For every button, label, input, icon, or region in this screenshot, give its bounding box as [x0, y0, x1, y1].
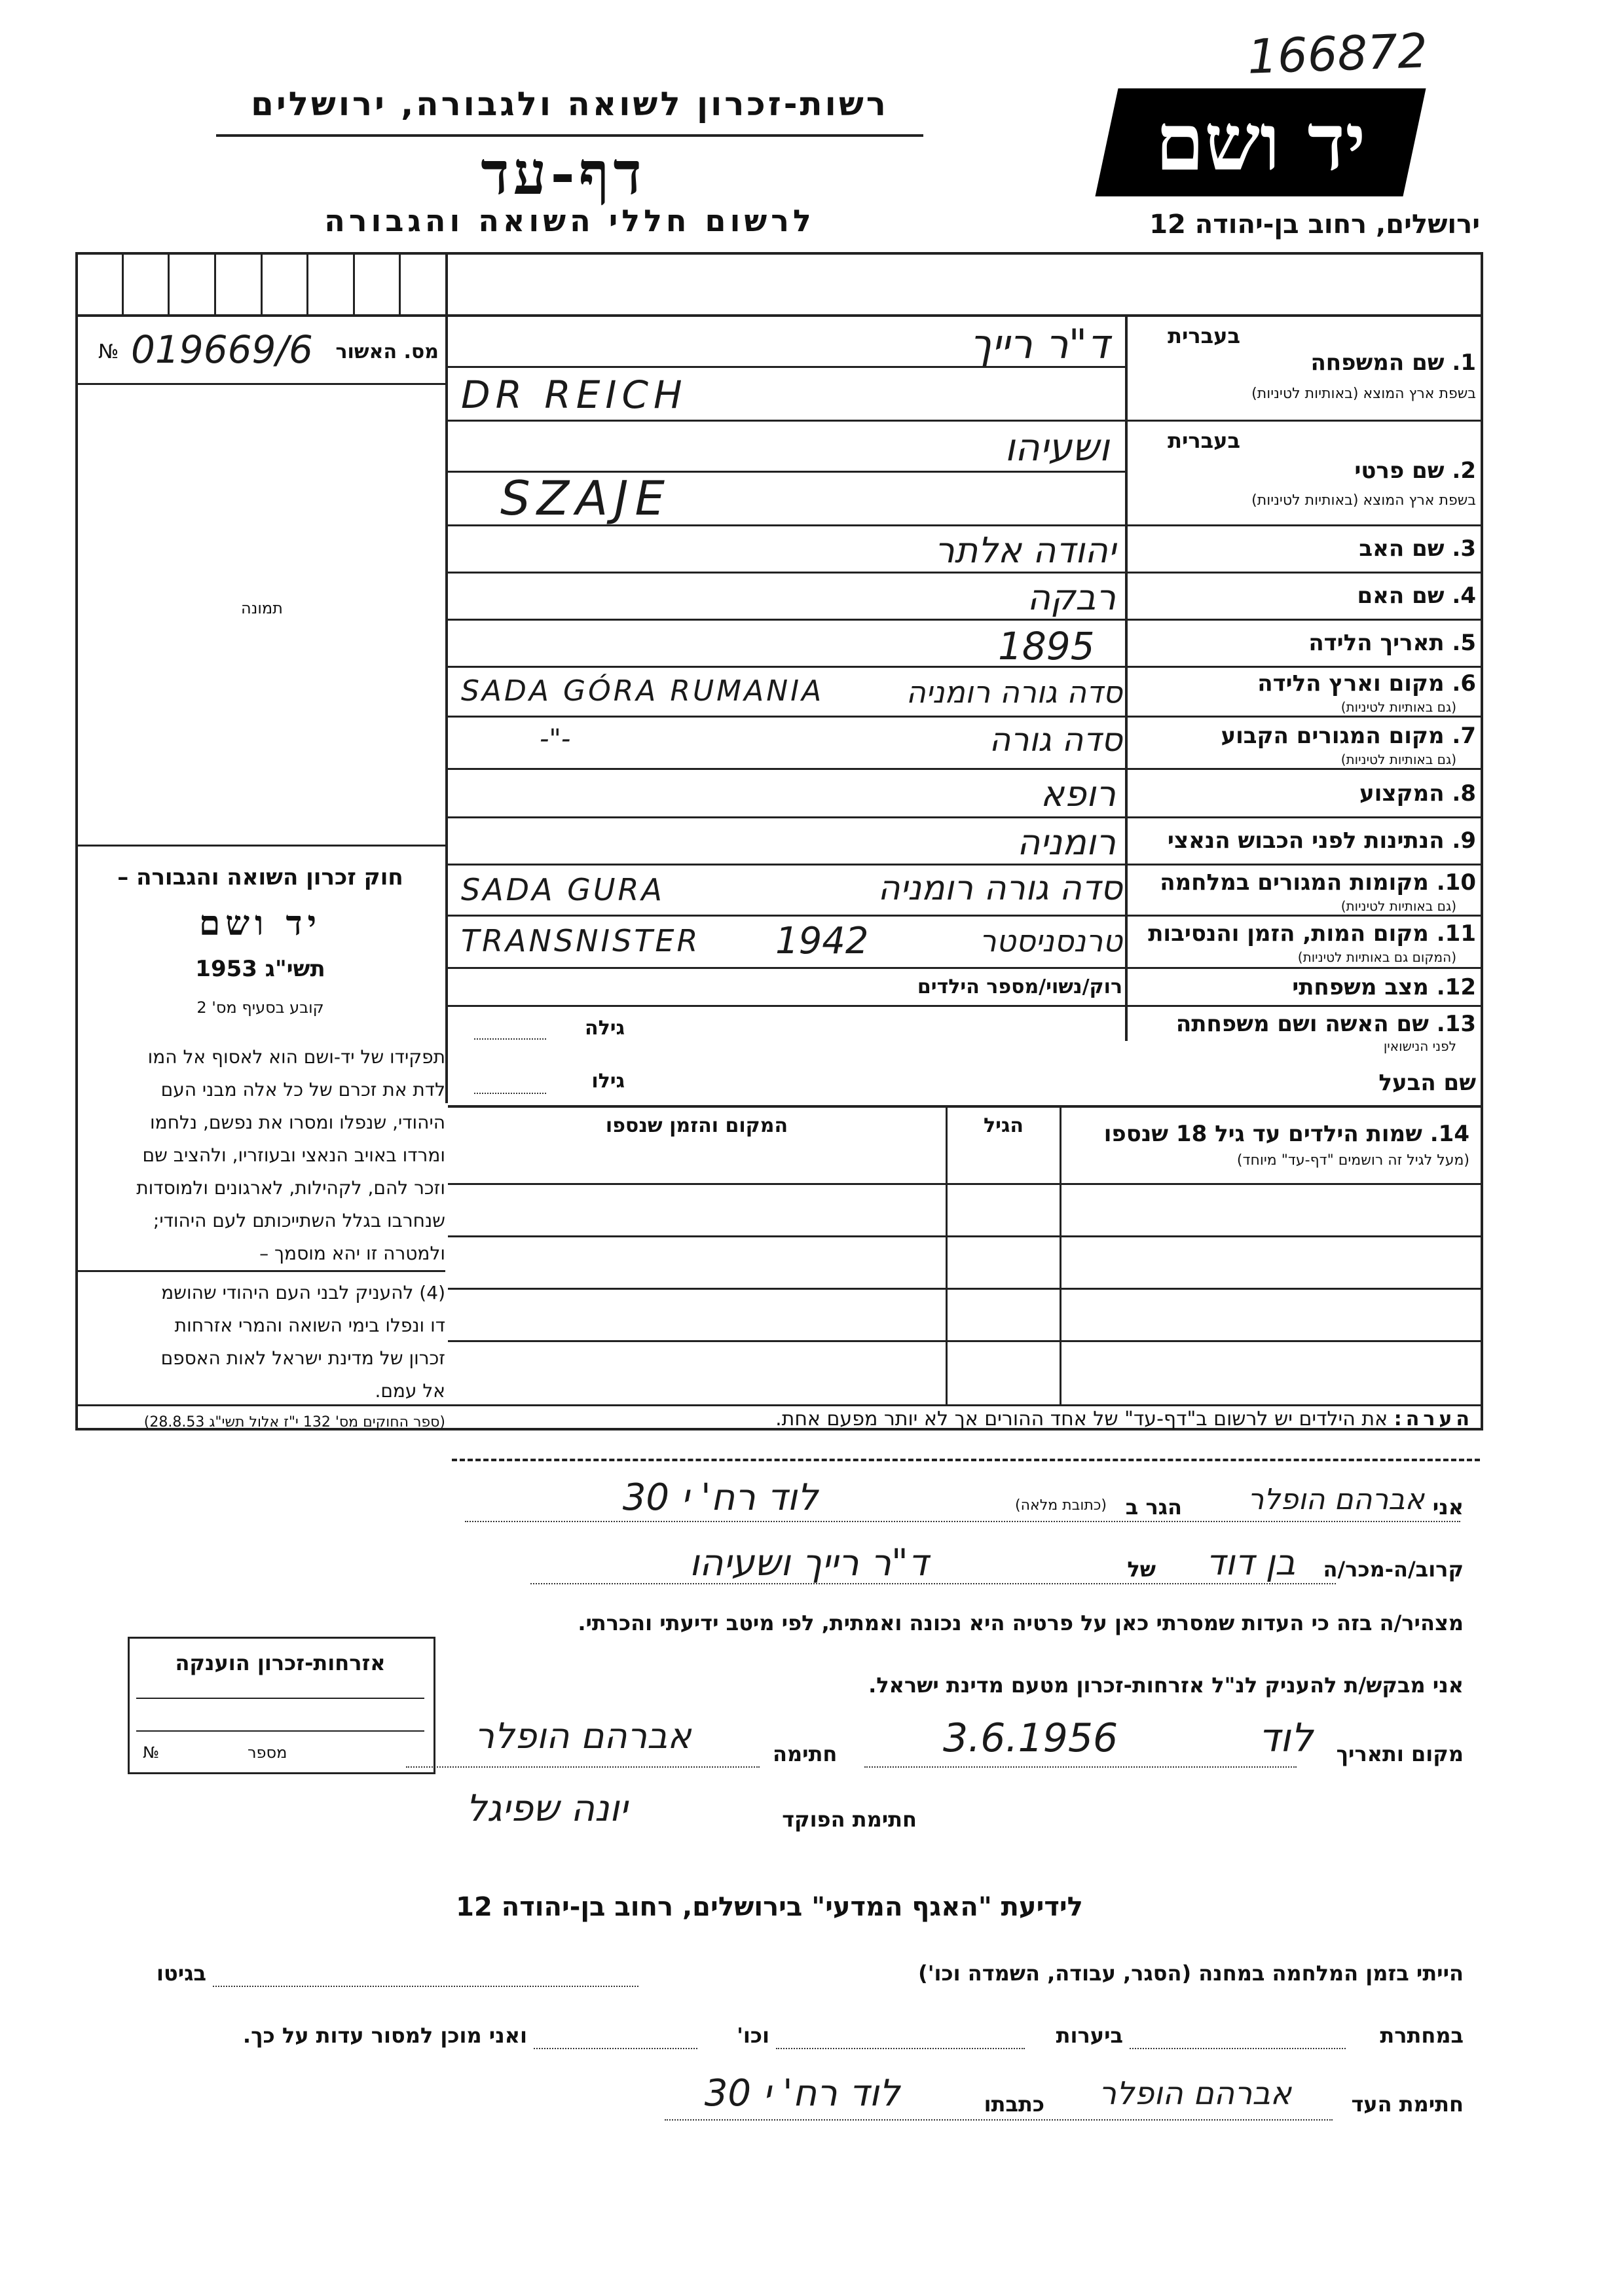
field-11-sublabel: (המקום גם באותיות לטיניות): [1297, 949, 1456, 965]
approval-label: מס. האשור: [335, 340, 439, 363]
field-row-6: [448, 668, 1483, 718]
law-text-2: (4) להעניק לבני העם היהודי שהושמ דו ונפלו בימי השואה והמרי אזרחות זכרון של מדינת ישראל לאות האספם אל עמם.: [160, 1282, 445, 1402]
children-header-sublabel: (מעל לגיל זה רושמים "דף-עד" מיוחד): [1236, 1152, 1469, 1169]
field-2-pre: בעברית: [1168, 428, 1240, 453]
field-8-value[interactable]: רופא: [1040, 773, 1116, 814]
husband-age-label: גילו: [591, 1070, 625, 1093]
field-11-label: 11. מקום המות, הזמן והנסיבות: [1148, 920, 1476, 947]
field-row-5: [448, 621, 1483, 668]
field-1-pre: בעברית: [1168, 323, 1240, 348]
husband-label: שם הבעל: [1378, 1070, 1476, 1096]
law-year: 1953: [195, 956, 257, 982]
field-row-7: [448, 718, 1483, 770]
field-4-label: 4. שם האם: [1357, 583, 1476, 609]
field-13-sublabel: לפני הנישואין: [1383, 1038, 1456, 1054]
field-5-label: 5. תאריך הלידה: [1308, 630, 1476, 656]
place-date-row: מקום ותאריך לוד 3.6.1956 חתימה אברהם הופלר: [393, 1715, 1464, 1774]
approval-number: 019669/6: [131, 327, 313, 372]
field-1-label: 1. שם המשפחה: [1310, 350, 1476, 376]
field-3-label: 3. שם האב: [1359, 536, 1476, 562]
field-8-label: 8. המקצוע: [1359, 780, 1476, 807]
field-4-value[interactable]: רבקה: [1027, 577, 1116, 618]
approval-number-row: [92, 327, 439, 373]
approval-no-sign: №: [98, 340, 119, 363]
field-row-1: [448, 317, 1483, 422]
field-7-sublabel: (גם באותיות לטיניות): [1340, 752, 1456, 767]
law-text: תפקידו של יד-ושם הוא לאסוף אל המו לדת את זכרם של כל אלה מבני העם היהודי, שנפלו ומסרו את נפשם, נלחמו ומרדו באויב הנאצי ובעוזריו, ולהציב שם וזכר להם, לקהילות, לארגונים ולמוסדות שנחרבו בגלל השתייכותם לעם היהודי; ולמטרה זו יהא מוסמך –: [136, 1046, 445, 1264]
field-7-ditto[interactable]: -"-: [540, 724, 571, 754]
citizenship-number-row: מספר №: [143, 1743, 287, 1762]
field-2-label: 2. שם פרטי: [1354, 458, 1476, 484]
children-header-label: 14. שמות הילדים עד גיל 18 שנספו: [1103, 1121, 1469, 1147]
relation-of-name[interactable]: ד"ר רייך ושעיהו: [689, 1542, 929, 1584]
children-table: [448, 1108, 1483, 1404]
field-10-value-latin[interactable]: SADA GURA: [461, 872, 665, 907]
field-11-value-hebrew[interactable]: טרנסניסטר: [979, 923, 1122, 958]
field-10-value-hebrew[interactable]: סדה גורה רומניה: [877, 869, 1122, 908]
field-13-age-label: גילה: [585, 1017, 625, 1040]
note-label: הערה:: [1393, 1408, 1473, 1430]
field-row-12: [448, 969, 1483, 1007]
dashed-separator: [452, 1459, 1480, 1461]
note: [458, 1408, 1473, 1430]
authority-underline: [216, 134, 923, 137]
law-name: יד ושם: [198, 903, 322, 943]
field-row-2: [448, 422, 1483, 526]
declaration-place[interactable]: לוד: [1258, 1715, 1313, 1761]
field-row-3: [448, 526, 1483, 574]
footer-title: לידיעת "האגף המדעי" בירושלים, רחוב בן-יהודה 12: [456, 1892, 1083, 1922]
official-signature[interactable]: יונה שפיגל: [466, 1787, 628, 1830]
field-2-value-hebrew[interactable]: ושעיהו: [1005, 425, 1109, 469]
children-header-age: הגיל: [984, 1114, 1024, 1137]
footer-line-1: הייתי בזמן המלחמה במחנה (הסגר, עבודה, השמדה וכו') בגיטו: [157, 1961, 1464, 1986]
field-1-value-latin[interactable]: DR REICH: [461, 373, 688, 417]
declarant-address[interactable]: לוד רח' י 30: [622, 1476, 819, 1519]
field-1-sublabel: בשפת ארץ המוצא (באותיות לטיניות): [1251, 386, 1476, 402]
field-row-husband: [448, 1057, 1483, 1102]
field-3-value[interactable]: יהודה אלתר: [934, 530, 1116, 571]
footer-line-2: במחתרת ביערות וכו' ואני מוכן למסור עדות על כך.: [242, 2023, 1464, 2048]
logo-text: יד ושם: [1155, 96, 1366, 189]
fields-area: [448, 317, 1483, 1102]
field-row-13: [448, 1007, 1483, 1057]
field-12-value[interactable]: רוק/נשוי/מספר הילדים: [917, 975, 1122, 998]
field-7-label: 7. מקום המגורים הקבוע: [1221, 723, 1476, 749]
field-6-label: 6. מקום וארץ הלידה: [1257, 670, 1476, 697]
field-7-value[interactable]: סדה גורה: [989, 721, 1122, 759]
field-row-4: [448, 574, 1483, 621]
witness-signature[interactable]: אברהם הופלר: [1098, 2075, 1292, 2112]
law-reference: (ספר החוקים מס' 132 י"ז אלול תשי"ג 28.8.53): [143, 1414, 445, 1430]
declarant-name[interactable]: אברהם הופלר: [1247, 1483, 1424, 1516]
field-9-value[interactable]: רומניה: [1017, 822, 1116, 863]
field-row-9: [448, 818, 1483, 866]
field-row-8: [448, 770, 1483, 818]
citizenship-box: [128, 1637, 435, 1774]
field-6-sublabel: (גם באותיות לטיניות): [1340, 699, 1456, 715]
field-6-value-latin[interactable]: SADA GÓRA RUMANIA: [461, 674, 824, 708]
declaration-date[interactable]: 3.6.1956: [943, 1715, 1118, 1761]
witness-address[interactable]: לוד רח' י 30: [704, 2072, 900, 2115]
field-2-sublabel: בשפת ארץ המוצא (באותיות לטיניות): [1251, 492, 1476, 509]
law-year-row: [82, 956, 439, 982]
field-2-value-latin[interactable]: SZAJE: [500, 471, 672, 526]
form-subtitle: לרשום חללי השואה והגבורה: [324, 203, 815, 238]
official-signature-row: חתימת הפוקד יונה שפיגל: [327, 1781, 917, 1846]
declaration-line-1: אני אברהם הופלר הגר ב (כתובת מלאה) לוד רח' י 30: [452, 1476, 1464, 1529]
form-title: דף-עד: [481, 139, 646, 208]
yad-vashem-logo: [1095, 88, 1426, 196]
declaration-signature[interactable]: אברהם הופלר: [474, 1715, 692, 1757]
footer-line-3: חתימת העד אברהם הופלר כתבתו לוד רח' י 30: [75, 2072, 1464, 2131]
photo-label: תמונה: [241, 599, 283, 617]
citizenship-title: אזרחות-זכרון הוענקה: [175, 1650, 386, 1675]
law-year-heb: תשי"ג: [265, 956, 325, 982]
field-13-label: 13. שם האשה ושם משפחתה: [1175, 1011, 1476, 1037]
relation-value[interactable]: בן דוד: [1206, 1542, 1296, 1583]
field-5-value[interactable]: 1895: [998, 624, 1095, 668]
top-code-boxes: [75, 252, 445, 314]
field-10-sublabel: (גם באותיות לטיניות): [1340, 898, 1456, 914]
field-12-label: 12. מצב משפחתי: [1292, 974, 1476, 1000]
declaration-line-3: מצהיר/ה בזה כי העדות שמסרתי כאן על פרטיה היא נכונה ואמתית, לפי מיטב ידיעתי והכרתי.: [578, 1611, 1464, 1635]
declaration-line-2: קרוב/ה-מכר/ה בן דוד של ד"ר רייך ושעיהו: [452, 1539, 1464, 1591]
law-section: קובע בסעיף מס' 2: [196, 998, 324, 1017]
authority-title: רשות-זכרון לשואה ולגבורה, ירושלים: [251, 85, 889, 123]
top-archive-number: 166872: [1246, 23, 1429, 84]
law-title: חוק זכרון השואה והגבורה –: [117, 864, 403, 890]
field-10-label: 10. מקומות המגורים במלחמה: [1160, 869, 1476, 896]
note-text: את הילדים יש לרשום ב"דף-עד" של אחד ההורים אך לא יותר מפעם אחת.: [775, 1408, 1388, 1430]
field-6-value-hebrew[interactable]: סדה גורה רומניה: [906, 674, 1122, 710]
children-header-place: המקום והזמן שנספו: [605, 1114, 788, 1137]
field-9-label: 9. הנתינות לפני הכבוש הנאצי: [1167, 828, 1476, 854]
field-row-11: [448, 917, 1483, 969]
field-11-value-latin[interactable]: TRANSNISTER: [461, 923, 701, 958]
header-address: ירושלים, רחוב בן-יהודה 12: [1149, 210, 1480, 240]
field-1-value-hebrew[interactable]: ד"ר רייך: [969, 320, 1109, 368]
field-row-10: [448, 866, 1483, 917]
field-11-value-year[interactable]: 1942: [775, 920, 869, 962]
declaration-line-4: אני מבקש/ת להעניק לנ"ל אזרחות-זכרון מטעם מדינת ישראל.: [868, 1673, 1464, 1698]
